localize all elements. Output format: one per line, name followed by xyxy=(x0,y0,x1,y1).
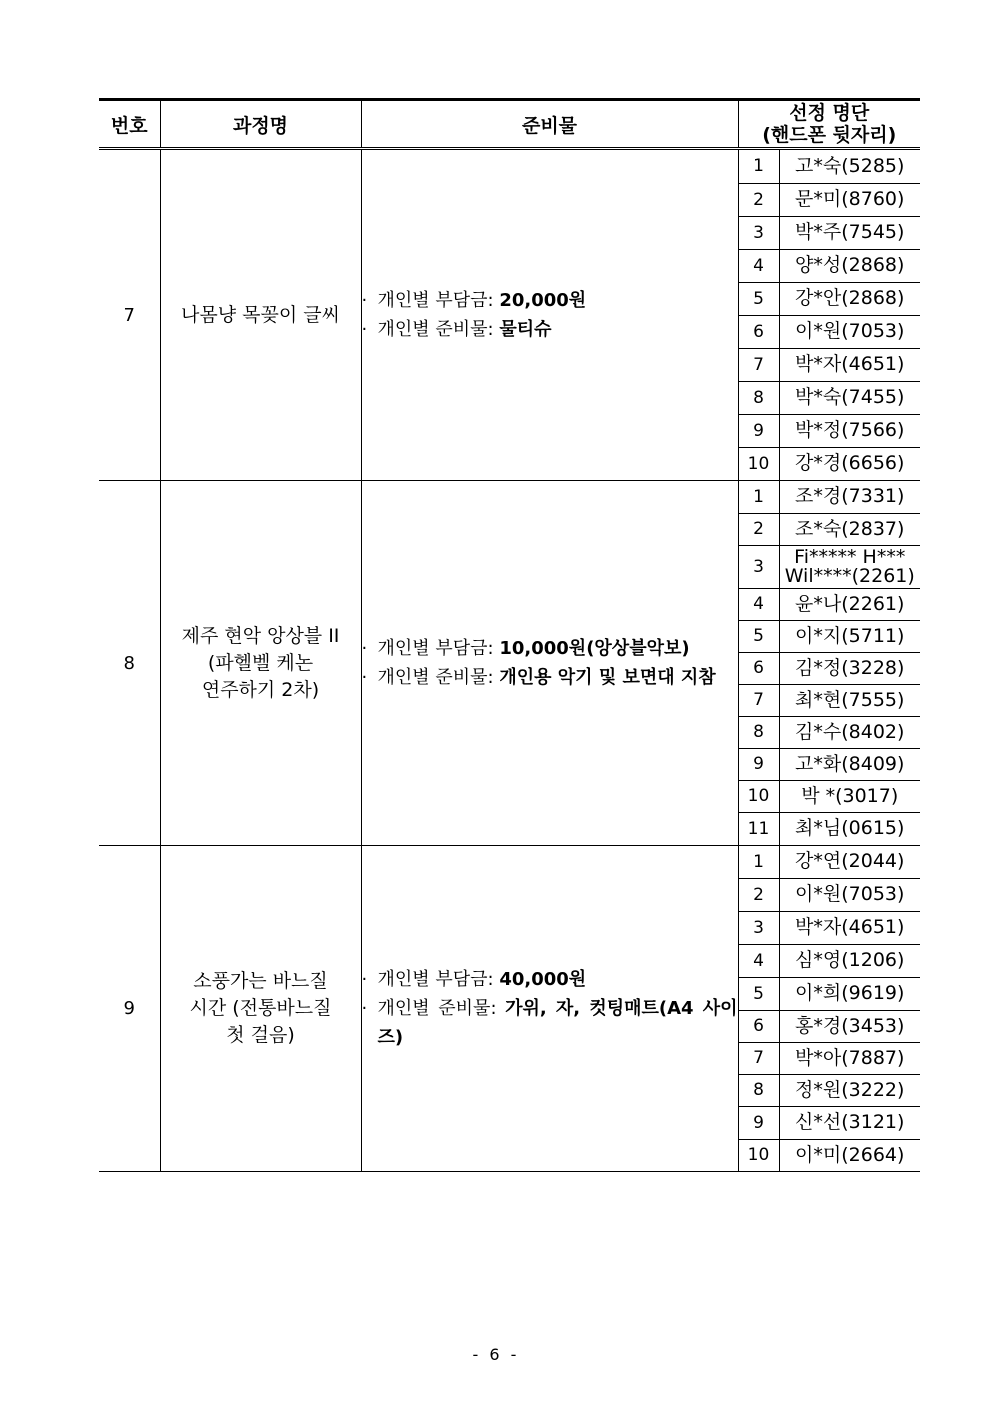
prep-text xyxy=(378,663,738,692)
prep-label: 개인별 부담금: xyxy=(377,969,500,990)
name-index: 8 xyxy=(739,1074,780,1106)
participant-name: 박*주(7545) xyxy=(779,216,920,249)
list-item xyxy=(739,1106,921,1139)
participant-name: 김*수(8402) xyxy=(779,716,920,748)
header-prep: 준비물 xyxy=(361,100,738,149)
course-name-line: 시간 (전통바느질 xyxy=(189,997,332,1019)
list-item xyxy=(739,588,921,620)
name-index: 8 xyxy=(739,716,780,748)
name-index: 7 xyxy=(739,348,780,381)
name-index: 6 xyxy=(739,652,780,684)
participant-name: 심*영(1206) xyxy=(779,944,920,977)
list-item xyxy=(739,216,921,249)
name-index: 5 xyxy=(739,282,780,315)
course-number: 8 xyxy=(99,481,160,846)
participant-name: Fi***** H*** Wil****(2261) xyxy=(779,545,920,588)
name-index: 1 xyxy=(739,481,780,513)
participant-name: 이*희(9619) xyxy=(779,977,920,1010)
prep-value: 가위, 자, 컷팅매트(A4 사이즈) xyxy=(377,998,738,1048)
participant-name: 김*정(3228) xyxy=(779,652,920,684)
participant-name: 고*화(8409) xyxy=(779,748,920,780)
participant-name: 박*아(7887) xyxy=(779,1042,920,1074)
participant-name: 강*경(6656) xyxy=(795,452,905,475)
participant-name: 고*숙(5285) xyxy=(779,150,920,183)
participant-name: 정*원(3222) xyxy=(779,1074,920,1106)
name-index: 3 xyxy=(739,545,780,588)
header-names-line2: (핸드폰 뒷자리) xyxy=(762,124,897,146)
name-index: 5 xyxy=(739,620,780,652)
name-index: 2 xyxy=(739,513,780,545)
participant-name: 문*미(8760) xyxy=(779,183,920,216)
selected-names xyxy=(738,481,920,846)
prep-item xyxy=(362,634,738,663)
table-row xyxy=(99,481,920,846)
prep-item xyxy=(362,994,738,1052)
prep-text xyxy=(378,994,738,1052)
header-course: 과정명 xyxy=(160,100,361,149)
name-index: 9 xyxy=(739,1106,780,1139)
prep-value: 40,000원 xyxy=(499,969,587,990)
table-header-row xyxy=(99,100,920,149)
preparation xyxy=(361,149,738,481)
list-item xyxy=(739,1139,921,1171)
course-name-line: 연주하기 2차) xyxy=(201,678,320,701)
list-item xyxy=(739,1074,921,1106)
list-item xyxy=(739,878,921,911)
list-item xyxy=(739,846,921,878)
participant-name: 박*자(4651) xyxy=(779,348,920,381)
participant-name: 윤*나(2261) xyxy=(779,588,920,620)
course-number: 7 xyxy=(99,149,160,481)
participant-name: 박*정(7566) xyxy=(779,414,920,447)
name-index: 3 xyxy=(739,911,780,944)
prep-value: 20,000원 xyxy=(499,290,587,311)
name-index: 9 xyxy=(739,748,780,780)
list-item xyxy=(739,414,921,447)
bullet-icon: · xyxy=(361,998,368,1019)
participant-name: 홍*경(3453) xyxy=(779,1010,920,1042)
list-item xyxy=(739,812,921,845)
course-name-line: 첫 걸음) xyxy=(226,1024,295,1046)
prep-value: 10,000원(앙상블악보) xyxy=(499,638,690,659)
participant-name: 이*미(2664) xyxy=(795,1143,905,1166)
names-list xyxy=(739,846,921,1171)
course-name-line: 소풍가는 바느질 xyxy=(193,970,328,992)
bullet-icon: · xyxy=(361,667,368,688)
names-list xyxy=(739,481,921,845)
list-item xyxy=(739,911,921,944)
participant-name: 이*지(5711) xyxy=(779,620,920,652)
header-names xyxy=(738,100,920,149)
course-name xyxy=(160,149,361,481)
participant-name: 이*원(7053) xyxy=(779,315,920,348)
table-row xyxy=(99,149,920,481)
course-name xyxy=(160,846,361,1172)
participant-name: 양*성(2868) xyxy=(779,249,920,282)
name-index: 6 xyxy=(739,1010,780,1042)
course-name-line: (파헬벨 케논 xyxy=(207,651,314,674)
list-item xyxy=(739,282,921,315)
name-index: 3 xyxy=(739,216,780,249)
selected-names xyxy=(738,149,920,481)
participant-name: 강*연(2044) xyxy=(779,846,920,878)
list-item xyxy=(739,545,921,588)
participant-name: 조*경(7331) xyxy=(779,481,920,513)
page-number: - 6 - xyxy=(472,1345,520,1364)
header-no: 번호 xyxy=(99,100,160,149)
list-item xyxy=(739,183,921,216)
list-item xyxy=(739,944,921,977)
prep-text xyxy=(378,286,738,315)
name-index: 1 xyxy=(739,846,780,878)
name-index: 9 xyxy=(739,414,780,447)
names-list xyxy=(739,150,921,480)
participant-name: 신*선(3121) xyxy=(779,1106,920,1139)
list-item xyxy=(739,447,921,480)
name-index: 7 xyxy=(739,1042,780,1074)
name-index: 5 xyxy=(739,977,780,1010)
name-index: 10 xyxy=(739,780,780,812)
preparation xyxy=(361,481,738,846)
list-item xyxy=(739,652,921,684)
name-index: 10 xyxy=(739,1139,780,1171)
name-index: 7 xyxy=(739,684,780,716)
course-name xyxy=(160,481,361,846)
participant-name: 박 *(3017) xyxy=(779,780,920,812)
prep-value: 물티슈 xyxy=(499,319,552,340)
list-item xyxy=(739,620,921,652)
bullet-icon: · xyxy=(361,638,368,659)
name-index: 2 xyxy=(739,878,780,911)
prep-text xyxy=(378,965,738,994)
prep-label: 개인별 부담금: xyxy=(377,290,500,311)
participant-name: 조*숙(2837) xyxy=(779,513,920,545)
prep-item xyxy=(362,286,738,315)
selection-table xyxy=(99,98,920,1172)
course-number: 9 xyxy=(99,846,160,1172)
prep-value: 개인용 악기 및 보면대 지참 xyxy=(499,667,716,688)
list-item xyxy=(739,513,921,545)
list-item xyxy=(739,315,921,348)
name-index: 6 xyxy=(739,315,780,348)
list-item xyxy=(739,249,921,282)
bullet-icon: · xyxy=(361,290,368,311)
prep-label: 개인별 부담금: xyxy=(377,638,500,659)
list-item xyxy=(739,977,921,1010)
name-index: 10 xyxy=(739,447,780,480)
header-names-line1: 선정 명단 xyxy=(789,102,870,124)
list-item xyxy=(739,381,921,414)
prep-label: 개인별 준비물: xyxy=(377,319,500,340)
participant-name: 최*님(0615) xyxy=(795,817,905,840)
name-index: 4 xyxy=(739,249,780,282)
prep-item xyxy=(362,965,738,994)
list-item xyxy=(739,748,921,780)
list-item xyxy=(739,716,921,748)
participant-name: 이*원(7053) xyxy=(779,878,920,911)
list-item xyxy=(739,780,921,812)
participant-name: 강*안(2868) xyxy=(779,282,920,315)
participant-name: 박*숙(7455) xyxy=(779,381,920,414)
table-row xyxy=(99,846,920,1172)
preparation xyxy=(361,846,738,1172)
participant-name: 최*현(7555) xyxy=(779,684,920,716)
list-item xyxy=(739,348,921,381)
list-item xyxy=(739,150,921,183)
name-index: 1 xyxy=(739,150,780,183)
prep-item xyxy=(362,315,738,344)
name-index: 4 xyxy=(739,944,780,977)
participant-name: 박*자(4651) xyxy=(779,911,920,944)
list-item xyxy=(739,684,921,716)
list-item xyxy=(739,481,921,513)
list-item xyxy=(739,1042,921,1074)
course-name-line: 나몸냥 목꽂이 글씨 xyxy=(181,303,340,326)
prep-item xyxy=(362,663,738,692)
list-item xyxy=(739,1010,921,1042)
course-name-line: 제주 현악 앙상블 II xyxy=(181,624,340,647)
prep-text xyxy=(378,634,738,663)
bullet-icon: · xyxy=(361,969,368,990)
name-index: 8 xyxy=(739,381,780,414)
prep-label: 개인별 준비물: xyxy=(377,998,506,1019)
selected-names xyxy=(738,846,920,1172)
bullet-icon: · xyxy=(361,319,368,340)
name-index: 4 xyxy=(739,588,780,620)
prep-label: 개인별 준비물: xyxy=(377,667,500,688)
name-index: 2 xyxy=(739,183,780,216)
prep-text xyxy=(378,315,738,344)
name-index: 11 xyxy=(739,812,780,845)
